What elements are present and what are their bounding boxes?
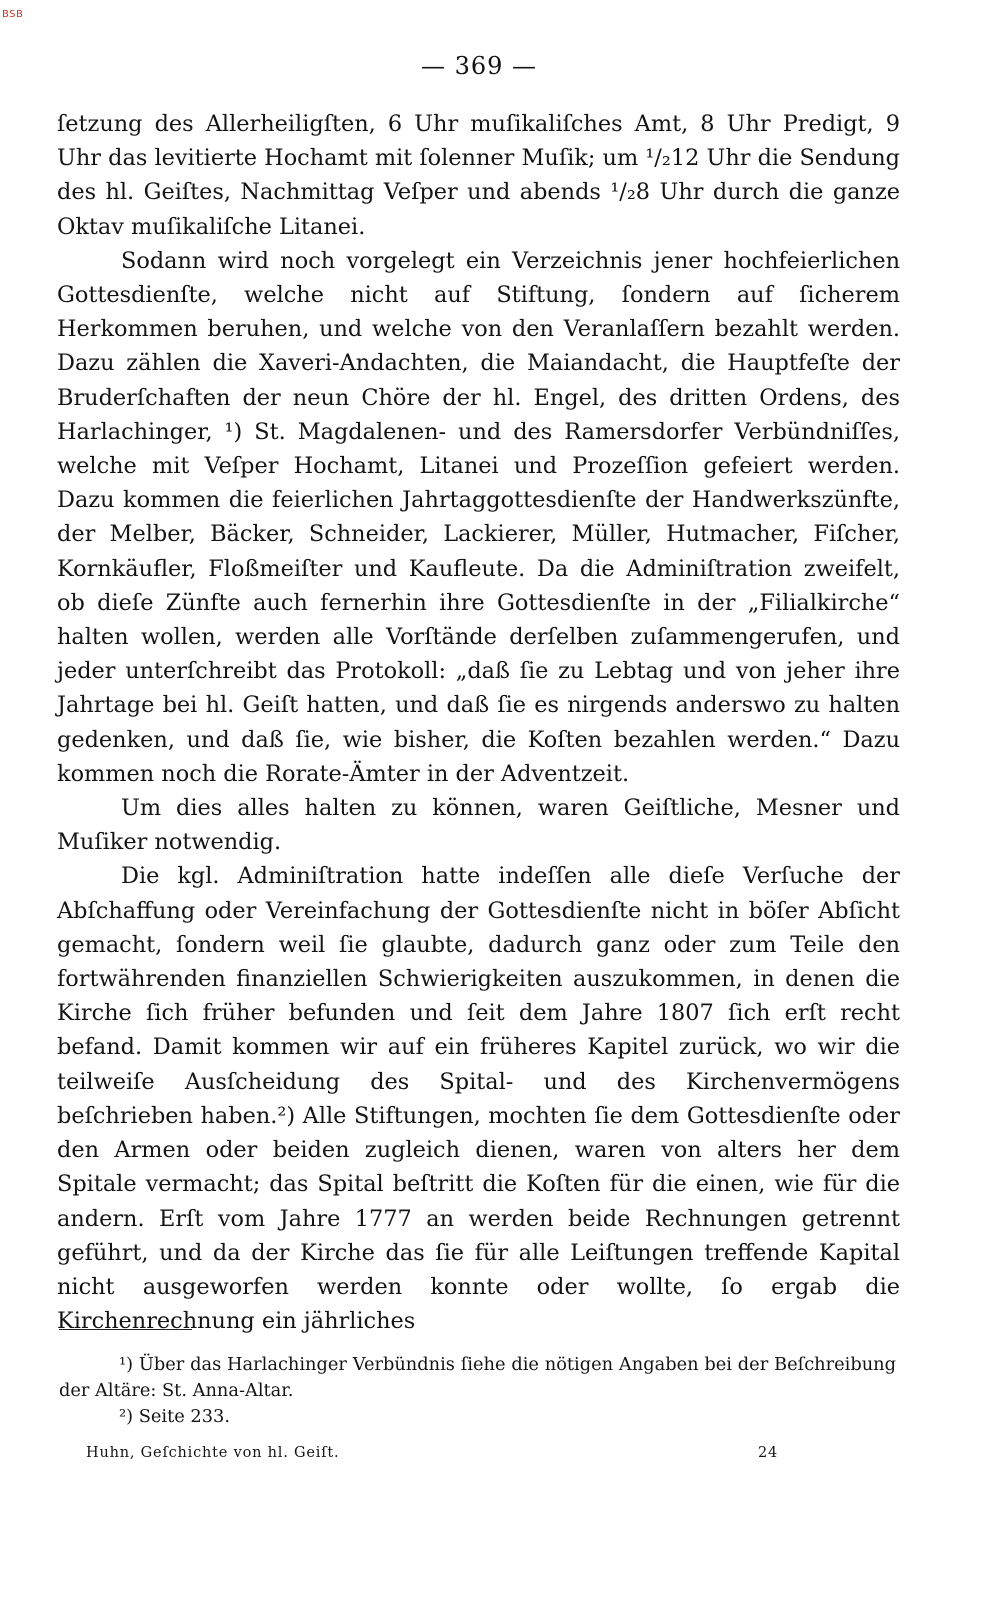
library-watermark: BSB [2,9,24,20]
paragraph-3: Um dies alles halten zu können, waren Geiſtliche, Mesner und Muſiker notwendig. [57,795,900,856]
signature-line [86,1445,786,1461]
footnote-1: ¹) Über das Harlachinger Verbündnis ſiehe die nötigen Angaben bei der Beſchreibung der Altäre: St. Anna-Altar. [59,1354,896,1401]
main-text [57,107,900,1338]
signature-text: Huhn, Geſchichte von hl. Geiſt. [86,1445,340,1461]
signature-number: 24 [758,1445,779,1461]
footnote-2: ²) Seite 233. [119,1405,231,1427]
page-number-header: — 369 — [420,52,538,80]
paragraph-1: ſetzung des Allerheiligſten, 6 Uhr muſikaliſches Amt, 8 Uhr Predigt, 9 Uhr das levitierte Hochamt mit ſolenner Muſik; um ¹/₂12 Uhr die Sendung des hl. Geiſtes, Nachmittag Veſper und abends ¹/₂8 Uhr durch die ganze Oktav muſikaliſche Litanei. [57,111,900,240]
paragraph-2: Sodann wird noch vorgelegt ein Verzeichnis jener hochfeierlichen Gottesdienſte, welche nicht auf Stiftung, ſondern auf ſicherem Herkommen beruhen, und welche von den Veranlaſſern bezahlt werden. Dazu zählen die Xaveri-Andachten, die Maiandacht, die Hauptfeſte der Bruderſchaften der neun Chöre der hl. Engel, des dritten Ordens, des Harlachinger, ¹) St. Magdalenen- und des Ramersdorfer Verbündniſſes, welche mit Veſper Hochamt, Litanei und Prozeſſion gefeiert werden. Dazu kommen die feierlichen Jahrtaggottesdienſte der Handwerkszünfte, der Melber, Bäcker, Schneider, Lackierer, Müller, Hutmacher, Fiſcher, Kornkäufler, Floßmeiſter und Kaufleute. Da die Adminiſtration zweifelt, ob dieſe Zünfte auch fernerhin ihre Gottesdienſte in der „Filialkirche“ halten wollen, werden alle Vorſtände derſelben zuſammengerufen, und jeder unterſchreibt das Protokoll: „daß ſie zu Lebtag und von jeher ihre Jahrtage bei hl. Geiſt hatten, und daß ſie es nirgends anderswo zu halten gedenken, und daß ſie, wie bisher, die Koſten bezahlen werden.“ Dazu kommen noch die Rorate-Ämter in der Adventzeit. [57,247,900,787]
footnote-divider [59,1329,192,1330]
paragraph-4: Die kgl. Adminiſtration hatte indeſſen alle dieſe Verſuche der Abſchaffung oder Vereinfachung der Gottesdienſte nicht in böſer Abſicht gemacht, ſondern weil ſie glaubte, dadurch ganz oder zum Teile den fortwährenden finanziellen Schwierigkeiten auszukommen, in denen die Kirche ſich früher befunden und ſeit dem Jahre 1807 ſich erſt recht befand. Damit kommen wir auf ein früheres Kapitel zurück, wo wir die teilweiſe Ausſcheidung des Spital- und des Kirchenvermögens beſchrieben haben.²) Alle Stiftungen, mochten ſie dem Gottesdienſte oder den Armen oder beiden zugleich dienen, waren von alters her dem Spitale vermacht; das Spital beſtritt die Koſten für die einen, wie für die andern. Erſt vom Jahre 1777 an werden beide Rechnungen getrennt geführt, und da der Kirche das ſie für alle Leiſtungen treffende Kapital nicht ausgeworfen werden konnte oder wollte, ſo ergab die Kirchenrechnung ein jährliches [57,863,900,1335]
footnotes [59,1352,896,1429]
